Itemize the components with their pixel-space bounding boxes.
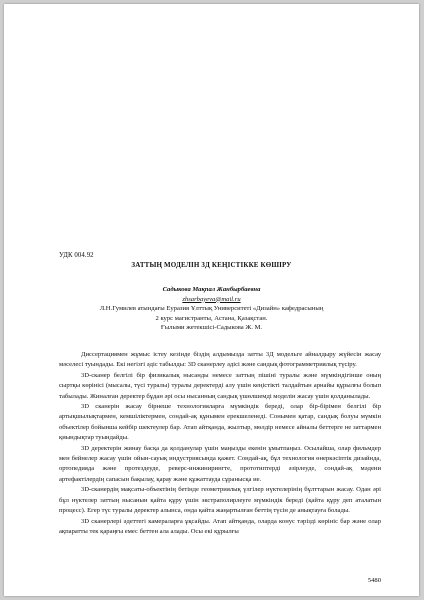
paragraph: 3D-сканердің мақсаты-объектінің бетінде геометриялық үлгілер нүктелерінің бұлттарын жасау. Одан әрі бұл нүктелер заттың нысанын қайта құру үшін экстраполирлеуге мүмкіндік береді (қайта құру деп аталатын процесс). Егер түс туралы деректер алынса, онда қайта жаңартылған беттің түсін де анықтауға болады. [59, 486, 381, 515]
paragraph: 3D-сканер белгілі бір физикалық нысанды немесе заттың пішіні туралы және мүмкіндігінше оның сыртқы көрінісі (мысалы, түсі туралы) туралы деректерді алу үшін кеңістікті талдайтын арнайы құрылғы болып табылады. Жиналған деректер бұдан әрі осы нысанның сандық үшөлшемді моделін жасау үшін қолданылады. [59, 371, 381, 400]
paragraph: Диссертациямен жұмыс істеу кезінде біздің алдымызда затты 3Д модельге айналдыру жүйесін жасау мәселесі туындады. Екі негізгі әдіс табылды: 3D сканерлеу әдісі және сандық фотограмметриялық түсіру. [59, 351, 381, 369]
author-affiliation: Л.Н.Гумилев атындағы Еуразия Ұлттық Университеті «Дизайн» кафедрасының [99, 305, 324, 313]
supervisor: Ғылыми жетекшісі-Садыкова Ж. М. [160, 324, 263, 332]
author-email-link[interactable]: zhsarbayeva@mail.ru [182, 295, 241, 303]
paper-title: ЗАТТЫҢ МОДЕЛІН 3Д КЕҢІСТІККЕ КӨШІРУ [131, 261, 292, 269]
udk-code: УДК 004.92 [59, 252, 94, 259]
author-name: Садыкова Мақпал Жанбырбаевна [162, 286, 261, 293]
body-text [59, 350, 381, 537]
paragraph: 3D сканерін жасау бірнеше технологияларға мүмкіндік береді, олар бір-бірімен белгілі бір артықшылықтармен, кемшіліктермен, сондай-ақ құнымен ерекшеленеді. Сонымен қатар, сандық болуы мүмкін объектілер бойынша кейбір шектеулер бар. Атап айтқанда, жылтыр, мөлдір немесе айналы беттерге не заттармен қиындықтар туындайды. [59, 403, 381, 442]
author-block [44, 285, 379, 333]
author-position: 2 курс магистранты, Астана, Қазақстан. [155, 314, 268, 322]
document-page [4, 4, 419, 596]
paragraph: 3D деректерін жинау басқа да қолданулар үшін маңызды екенін ұмытпаңыз. Осылайша, олар фильмдер мен бейнелер жасау үшін ойын-сауық индустриясында қажет. Сондай-ақ, бұл технология өнеркәсіптік дизайнда, ортопедияда және протездеуде, реверс-инжинирингте, прототиптерді әзірлеуде, сондай-ақ мәдени артефактілердің сапасын бақылау, қарау және құжаттауда сұранысқа ие. [59, 444, 381, 483]
page-number: 5480 [367, 577, 381, 584]
paragraph: 3D сканерлері әдеттегі камераларға ұқсайды. Атап айтқанда, оларда конус тәрізді көрініс бар және олар ақпаратты тек қараңғы емес беттен ала алады. Осы екі құрылғы [59, 517, 381, 535]
